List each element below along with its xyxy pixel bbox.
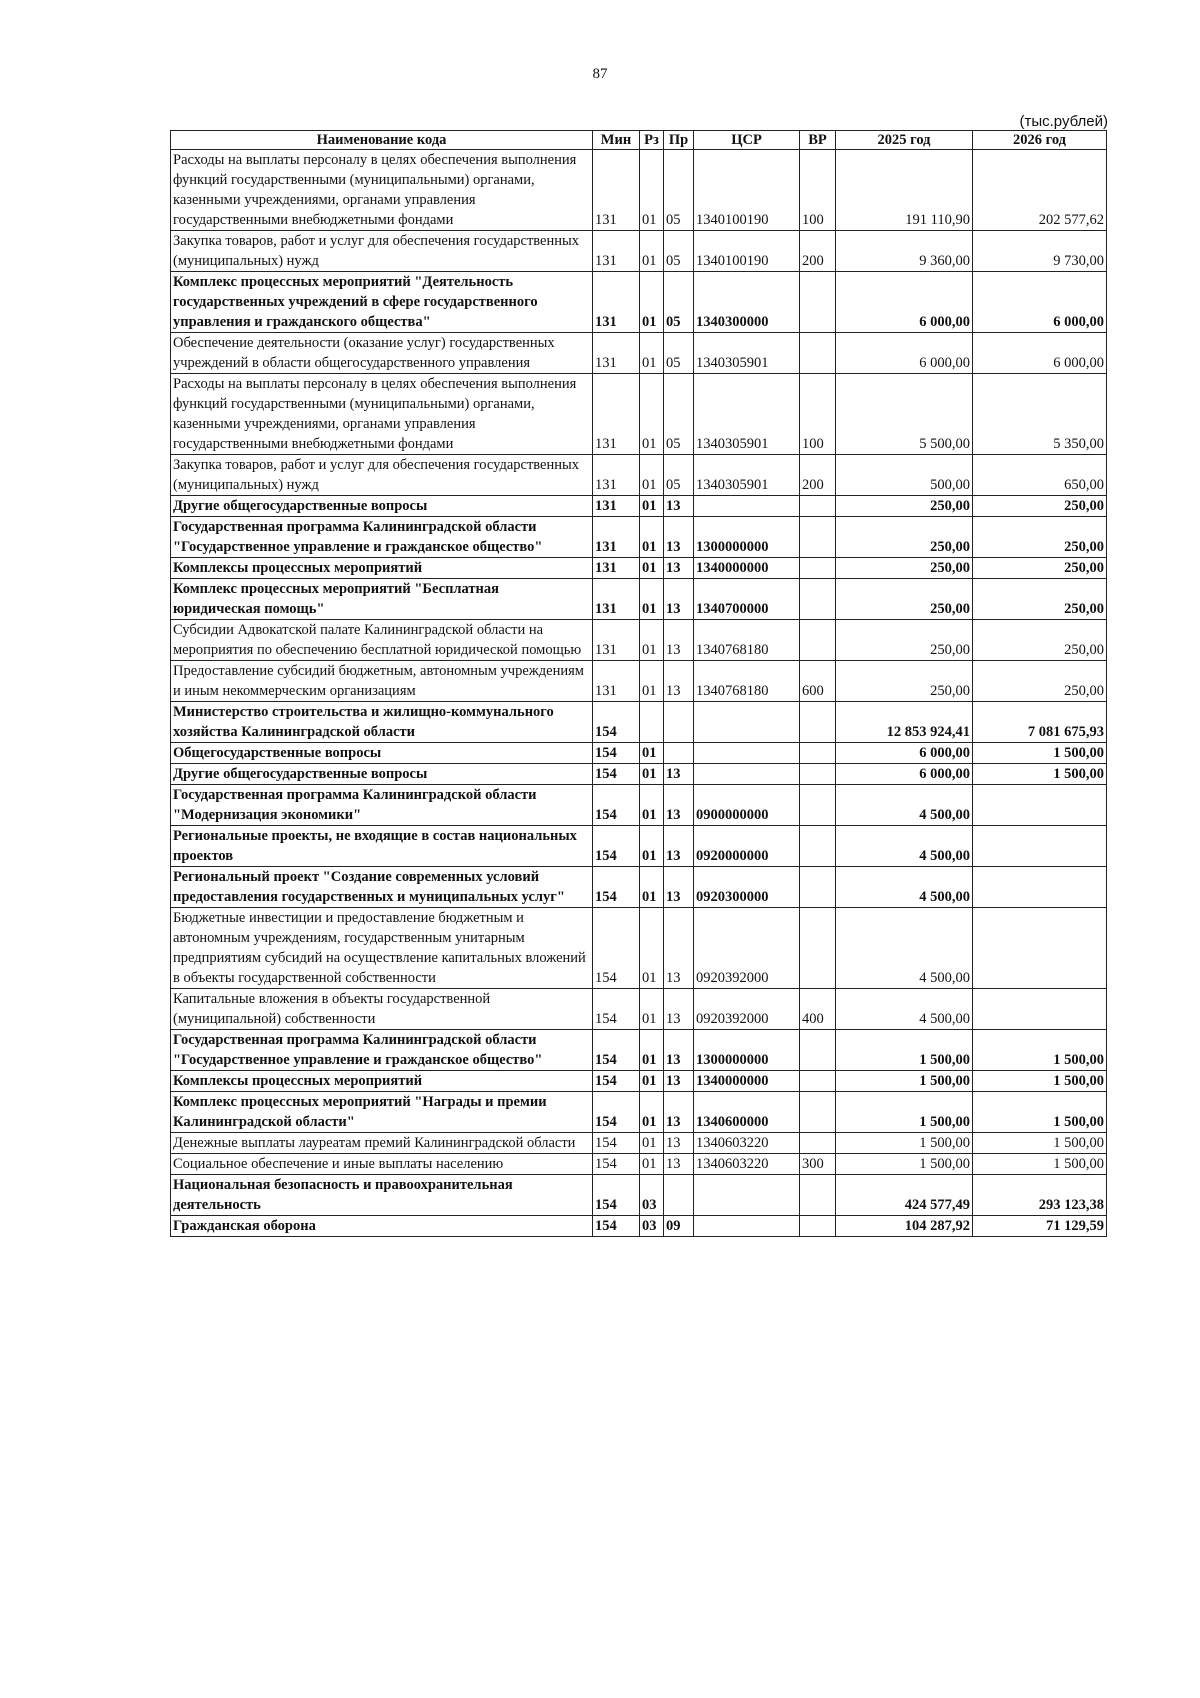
cell-min: 154 — [593, 908, 640, 989]
cell-vr — [800, 1175, 836, 1216]
cell-csr: 0920392000 — [694, 989, 800, 1030]
table-row — [171, 989, 1107, 1030]
cell-rz: 01 — [640, 272, 664, 333]
cell-vr — [800, 743, 836, 764]
cell-pr: 13 — [664, 867, 694, 908]
cell-pr: 13 — [664, 785, 694, 826]
cell-2026 — [973, 826, 1107, 867]
cell-name: Региональные проекты, не входящие в состав национальных проектов — [171, 826, 593, 867]
table-row — [171, 517, 1107, 558]
cell-2025: 250,00 — [836, 579, 973, 620]
cell-name: Расходы на выплаты персоналу в целях обеспечения выполнения функций государственными (муниципальными) органами, казенными учреждениями, органами управления государственными внебюджетными фондами — [171, 150, 593, 231]
cell-min: 131 — [593, 496, 640, 517]
cell-csr: 1340300000 — [694, 272, 800, 333]
cell-pr: 13 — [664, 661, 694, 702]
header-min: Мин — [593, 131, 640, 150]
cell-pr: 13 — [664, 908, 694, 989]
cell-vr — [800, 1092, 836, 1133]
cell-2026: 9 730,00 — [973, 231, 1107, 272]
cell-name: Гражданская оборона — [171, 1216, 593, 1237]
cell-2025: 4 500,00 — [836, 908, 973, 989]
cell-csr: 1340603220 — [694, 1133, 800, 1154]
cell-csr: 0920392000 — [694, 908, 800, 989]
cell-rz: 01 — [640, 867, 664, 908]
cell-rz: 01 — [640, 1071, 664, 1092]
cell-min: 154 — [593, 1030, 640, 1071]
cell-2026 — [973, 785, 1107, 826]
cell-csr: 1340768180 — [694, 620, 800, 661]
cell-2025: 250,00 — [836, 517, 973, 558]
cell-name: Обеспечение деятельности (оказание услуг) государственных учреждений в области общегосударственного управления — [171, 333, 593, 374]
cell-rz: 01 — [640, 826, 664, 867]
cell-rz: 01 — [640, 231, 664, 272]
cell-2025: 104 287,92 — [836, 1216, 973, 1237]
cell-vr: 300 — [800, 1154, 836, 1175]
cell-vr: 400 — [800, 989, 836, 1030]
cell-rz: 01 — [640, 579, 664, 620]
cell-min: 154 — [593, 702, 640, 743]
cell-name: Комплекс процессных мероприятий "Деятельность государственных учреждений в сфере государственного управления и гражданского общества" — [171, 272, 593, 333]
cell-csr: 1300000000 — [694, 1030, 800, 1071]
table-row — [171, 150, 1107, 231]
cell-vr — [800, 1030, 836, 1071]
cell-2025: 12 853 924,41 — [836, 702, 973, 743]
cell-vr — [800, 785, 836, 826]
cell-2026: 250,00 — [973, 496, 1107, 517]
cell-2025: 250,00 — [836, 496, 973, 517]
cell-vr — [800, 1133, 836, 1154]
cell-pr — [664, 702, 694, 743]
table-row — [171, 702, 1107, 743]
cell-name: Другие общегосударственные вопросы — [171, 764, 593, 785]
table-row — [171, 743, 1107, 764]
cell-name: Комплексы процессных мероприятий — [171, 558, 593, 579]
cell-pr: 13 — [664, 517, 694, 558]
cell-pr: 05 — [664, 231, 694, 272]
table-row — [171, 272, 1107, 333]
table-row — [171, 333, 1107, 374]
cell-csr: 1340600000 — [694, 1092, 800, 1133]
header-pr: Пр — [664, 131, 694, 150]
cell-csr: 0920000000 — [694, 826, 800, 867]
table-row — [171, 579, 1107, 620]
cell-csr: 1340100190 — [694, 231, 800, 272]
header-2025: 2025 год — [836, 131, 973, 150]
table-row — [171, 1071, 1107, 1092]
table-row — [171, 558, 1107, 579]
cell-pr — [664, 743, 694, 764]
cell-min: 154 — [593, 989, 640, 1030]
cell-2026: 250,00 — [973, 579, 1107, 620]
cell-2026: 6 000,00 — [973, 333, 1107, 374]
cell-2026: 1 500,00 — [973, 1133, 1107, 1154]
cell-vr — [800, 826, 836, 867]
budget-table — [170, 130, 1107, 1237]
cell-name: Денежные выплаты лауреатам премий Калининградской области — [171, 1133, 593, 1154]
table-row — [171, 867, 1107, 908]
cell-min: 131 — [593, 333, 640, 374]
cell-rz: 01 — [640, 620, 664, 661]
cell-min: 154 — [593, 785, 640, 826]
cell-csr: 1340603220 — [694, 1154, 800, 1175]
page-number: 87 — [592, 66, 608, 82]
cell-rz: 01 — [640, 1133, 664, 1154]
table-row — [171, 231, 1107, 272]
cell-2026: 1 500,00 — [973, 743, 1107, 764]
cell-vr — [800, 496, 836, 517]
cell-min: 131 — [593, 558, 640, 579]
cell-2025: 1 500,00 — [836, 1030, 973, 1071]
cell-pr: 05 — [664, 333, 694, 374]
cell-name: Региональный проект "Создание современных условий предоставления государственных и муниципальных услуг" — [171, 867, 593, 908]
cell-min: 154 — [593, 867, 640, 908]
cell-2026 — [973, 989, 1107, 1030]
cell-rz: 01 — [640, 989, 664, 1030]
cell-name: Другие общегосударственные вопросы — [171, 496, 593, 517]
cell-2026: 6 000,00 — [973, 272, 1107, 333]
cell-rz: 01 — [640, 150, 664, 231]
cell-csr — [694, 702, 800, 743]
cell-name: Государственная программа Калининградской области "Модернизация экономики" — [171, 785, 593, 826]
cell-csr: 1300000000 — [694, 517, 800, 558]
cell-2026: 1 500,00 — [973, 1071, 1107, 1092]
header-rz: Рз — [640, 131, 664, 150]
cell-vr — [800, 517, 836, 558]
cell-pr: 13 — [664, 579, 694, 620]
cell-2025: 9 360,00 — [836, 231, 973, 272]
cell-rz: 03 — [640, 1216, 664, 1237]
cell-pr: 13 — [664, 764, 694, 785]
cell-2026: 202 577,62 — [973, 150, 1107, 231]
cell-name: Предоставление субсидий бюджетным, автономным учреждениям и иным некоммерческим организациям — [171, 661, 593, 702]
cell-vr — [800, 702, 836, 743]
cell-2025: 250,00 — [836, 558, 973, 579]
cell-rz: 01 — [640, 743, 664, 764]
cell-2026: 5 350,00 — [973, 374, 1107, 455]
cell-2026: 250,00 — [973, 661, 1107, 702]
table-row — [171, 1216, 1107, 1237]
cell-2025: 1 500,00 — [836, 1133, 973, 1154]
cell-name: Субсидии Адвокатской палате Калининградской области на мероприятия по обеспечению бесплатной юридической помощью — [171, 620, 593, 661]
cell-rz: 01 — [640, 455, 664, 496]
cell-vr: 600 — [800, 661, 836, 702]
cell-2025: 4 500,00 — [836, 989, 973, 1030]
cell-rz: 01 — [640, 374, 664, 455]
cell-pr: 13 — [664, 558, 694, 579]
cell-name: Капитальные вложения в объекты государственной (муниципальной) собственности — [171, 989, 593, 1030]
table-row — [171, 1133, 1107, 1154]
table-row — [171, 1154, 1107, 1175]
cell-min: 154 — [593, 1133, 640, 1154]
cell-pr: 13 — [664, 1071, 694, 1092]
cell-min: 131 — [593, 150, 640, 231]
cell-2026: 1 500,00 — [973, 1154, 1107, 1175]
cell-min: 131 — [593, 579, 640, 620]
cell-2025: 6 000,00 — [836, 743, 973, 764]
cell-min: 154 — [593, 743, 640, 764]
units-label: (тыс.рублей) — [1019, 113, 1108, 130]
cell-pr: 13 — [664, 826, 694, 867]
cell-2025: 5 500,00 — [836, 374, 973, 455]
cell-vr — [800, 1071, 836, 1092]
cell-name: Комплексы процессных мероприятий — [171, 1071, 593, 1092]
cell-rz: 01 — [640, 1154, 664, 1175]
cell-name: Комплекс процессных мероприятий "Награды и премии Калининградской области" — [171, 1092, 593, 1133]
header-vr: ВР — [800, 131, 836, 150]
cell-2026: 650,00 — [973, 455, 1107, 496]
cell-name: Национальная безопасность и правоохранительная деятельность — [171, 1175, 593, 1216]
cell-rz: 01 — [640, 558, 664, 579]
cell-vr — [800, 908, 836, 989]
table-row — [171, 1092, 1107, 1133]
table-row — [171, 620, 1107, 661]
cell-min: 131 — [593, 620, 640, 661]
cell-csr: 1340000000 — [694, 558, 800, 579]
cell-pr: 09 — [664, 1216, 694, 1237]
cell-min: 131 — [593, 374, 640, 455]
cell-min: 154 — [593, 1216, 640, 1237]
header-name: Наименование кода — [171, 131, 593, 150]
cell-2026: 250,00 — [973, 620, 1107, 661]
cell-rz: 01 — [640, 496, 664, 517]
cell-name: Государственная программа Калининградской области "Государственное управление и гражданское общество" — [171, 517, 593, 558]
cell-csr — [694, 764, 800, 785]
cell-vr — [800, 867, 836, 908]
cell-name: Министерство строительства и жилищно-коммунального хозяйства Калининградской области — [171, 702, 593, 743]
cell-name: Закупка товаров, работ и услуг для обеспечения государственных (муниципальных) нужд — [171, 455, 593, 496]
cell-pr — [664, 1175, 694, 1216]
cell-pr: 13 — [664, 1030, 694, 1071]
table-row — [171, 661, 1107, 702]
cell-2026 — [973, 908, 1107, 989]
cell-pr: 13 — [664, 989, 694, 1030]
cell-2025: 500,00 — [836, 455, 973, 496]
cell-2025: 4 500,00 — [836, 785, 973, 826]
cell-vr — [800, 579, 836, 620]
cell-csr: 1340305901 — [694, 374, 800, 455]
cell-rz: 01 — [640, 764, 664, 785]
cell-name: Закупка товаров, работ и услуг для обеспечения государственных (муниципальных) нужд — [171, 231, 593, 272]
table-row — [171, 1030, 1107, 1071]
cell-csr — [694, 1216, 800, 1237]
cell-name: Комплекс процессных мероприятий "Бесплатная юридическая помощь" — [171, 579, 593, 620]
cell-rz — [640, 702, 664, 743]
cell-rz: 01 — [640, 661, 664, 702]
cell-2025: 6 000,00 — [836, 764, 973, 785]
cell-min: 154 — [593, 764, 640, 785]
table-row — [171, 785, 1107, 826]
table-row — [171, 455, 1107, 496]
cell-2025: 250,00 — [836, 620, 973, 661]
cell-name: Общегосударственные вопросы — [171, 743, 593, 764]
cell-2026 — [973, 867, 1107, 908]
cell-min: 131 — [593, 517, 640, 558]
cell-pr: 13 — [664, 496, 694, 517]
cell-2026: 1 500,00 — [973, 1030, 1107, 1071]
cell-min: 154 — [593, 826, 640, 867]
cell-vr — [800, 1216, 836, 1237]
cell-vr — [800, 558, 836, 579]
cell-2025: 191 110,90 — [836, 150, 973, 231]
cell-name: Расходы на выплаты персоналу в целях обеспечения выполнения функций государственными (муниципальными) органами, казенными учреждениями, органами управления государственными внебюджетными фондами — [171, 374, 593, 455]
table-row — [171, 496, 1107, 517]
cell-2026: 250,00 — [973, 558, 1107, 579]
cell-rz: 03 — [640, 1175, 664, 1216]
cell-csr: 0900000000 — [694, 785, 800, 826]
table-row — [171, 374, 1107, 455]
cell-min: 131 — [593, 231, 640, 272]
cell-pr: 13 — [664, 1133, 694, 1154]
cell-2025: 6 000,00 — [836, 272, 973, 333]
cell-2026: 1 500,00 — [973, 1092, 1107, 1133]
cell-csr: 1340768180 — [694, 661, 800, 702]
cell-vr: 200 — [800, 231, 836, 272]
cell-pr: 05 — [664, 272, 694, 333]
cell-2025: 6 000,00 — [836, 333, 973, 374]
cell-csr: 0920300000 — [694, 867, 800, 908]
cell-min: 131 — [593, 661, 640, 702]
cell-min: 154 — [593, 1154, 640, 1175]
table-row — [171, 908, 1107, 989]
cell-2025: 1 500,00 — [836, 1092, 973, 1133]
cell-name: Бюджетные инвестиции и предоставление бюджетным и автономным учреждениям, государственным унитарным предприятиям субсидий на осуществление капитальных вложений в объекты государственной собственности — [171, 908, 593, 989]
cell-pr: 13 — [664, 620, 694, 661]
cell-csr: 1340305901 — [694, 333, 800, 374]
cell-vr: 100 — [800, 150, 836, 231]
table-row — [171, 1175, 1107, 1216]
cell-2026: 1 500,00 — [973, 764, 1107, 785]
cell-pr: 05 — [664, 150, 694, 231]
cell-rz: 01 — [640, 785, 664, 826]
cell-2025: 1 500,00 — [836, 1154, 973, 1175]
cell-pr: 13 — [664, 1154, 694, 1175]
cell-rz: 01 — [640, 1092, 664, 1133]
cell-vr — [800, 272, 836, 333]
cell-name: Государственная программа Калининградской области "Государственное управление и гражданское общество" — [171, 1030, 593, 1071]
cell-2025: 4 500,00 — [836, 826, 973, 867]
cell-pr: 13 — [664, 1092, 694, 1133]
cell-csr: 1340000000 — [694, 1071, 800, 1092]
cell-csr — [694, 1175, 800, 1216]
cell-2025: 424 577,49 — [836, 1175, 973, 1216]
cell-2025: 1 500,00 — [836, 1071, 973, 1092]
cell-min: 154 — [593, 1092, 640, 1133]
cell-min: 154 — [593, 1071, 640, 1092]
cell-csr — [694, 743, 800, 764]
table-body — [171, 150, 1107, 1237]
header-csr: ЦСР — [694, 131, 800, 150]
cell-vr — [800, 764, 836, 785]
cell-min: 131 — [593, 455, 640, 496]
cell-2025: 4 500,00 — [836, 867, 973, 908]
cell-vr: 200 — [800, 455, 836, 496]
cell-rz: 01 — [640, 333, 664, 374]
cell-min: 131 — [593, 272, 640, 333]
cell-rz: 01 — [640, 1030, 664, 1071]
header-2026: 2026 год — [973, 131, 1107, 150]
cell-name: Социальное обеспечение и иные выплаты населению — [171, 1154, 593, 1175]
cell-rz: 01 — [640, 517, 664, 558]
cell-csr: 1340100190 — [694, 150, 800, 231]
cell-vr — [800, 333, 836, 374]
cell-vr: 100 — [800, 374, 836, 455]
cell-2026: 71 129,59 — [973, 1216, 1107, 1237]
table-row — [171, 826, 1107, 867]
cell-pr: 05 — [664, 455, 694, 496]
table-row — [171, 764, 1107, 785]
cell-vr — [800, 620, 836, 661]
cell-2026: 293 123,38 — [973, 1175, 1107, 1216]
table-header-row — [171, 131, 1107, 150]
cell-pr: 05 — [664, 374, 694, 455]
cell-2026: 250,00 — [973, 517, 1107, 558]
cell-rz: 01 — [640, 908, 664, 989]
cell-2025: 250,00 — [836, 661, 973, 702]
cell-csr — [694, 496, 800, 517]
cell-csr: 1340305901 — [694, 455, 800, 496]
cell-min: 154 — [593, 1175, 640, 1216]
cell-csr: 1340700000 — [694, 579, 800, 620]
cell-2026: 7 081 675,93 — [973, 702, 1107, 743]
